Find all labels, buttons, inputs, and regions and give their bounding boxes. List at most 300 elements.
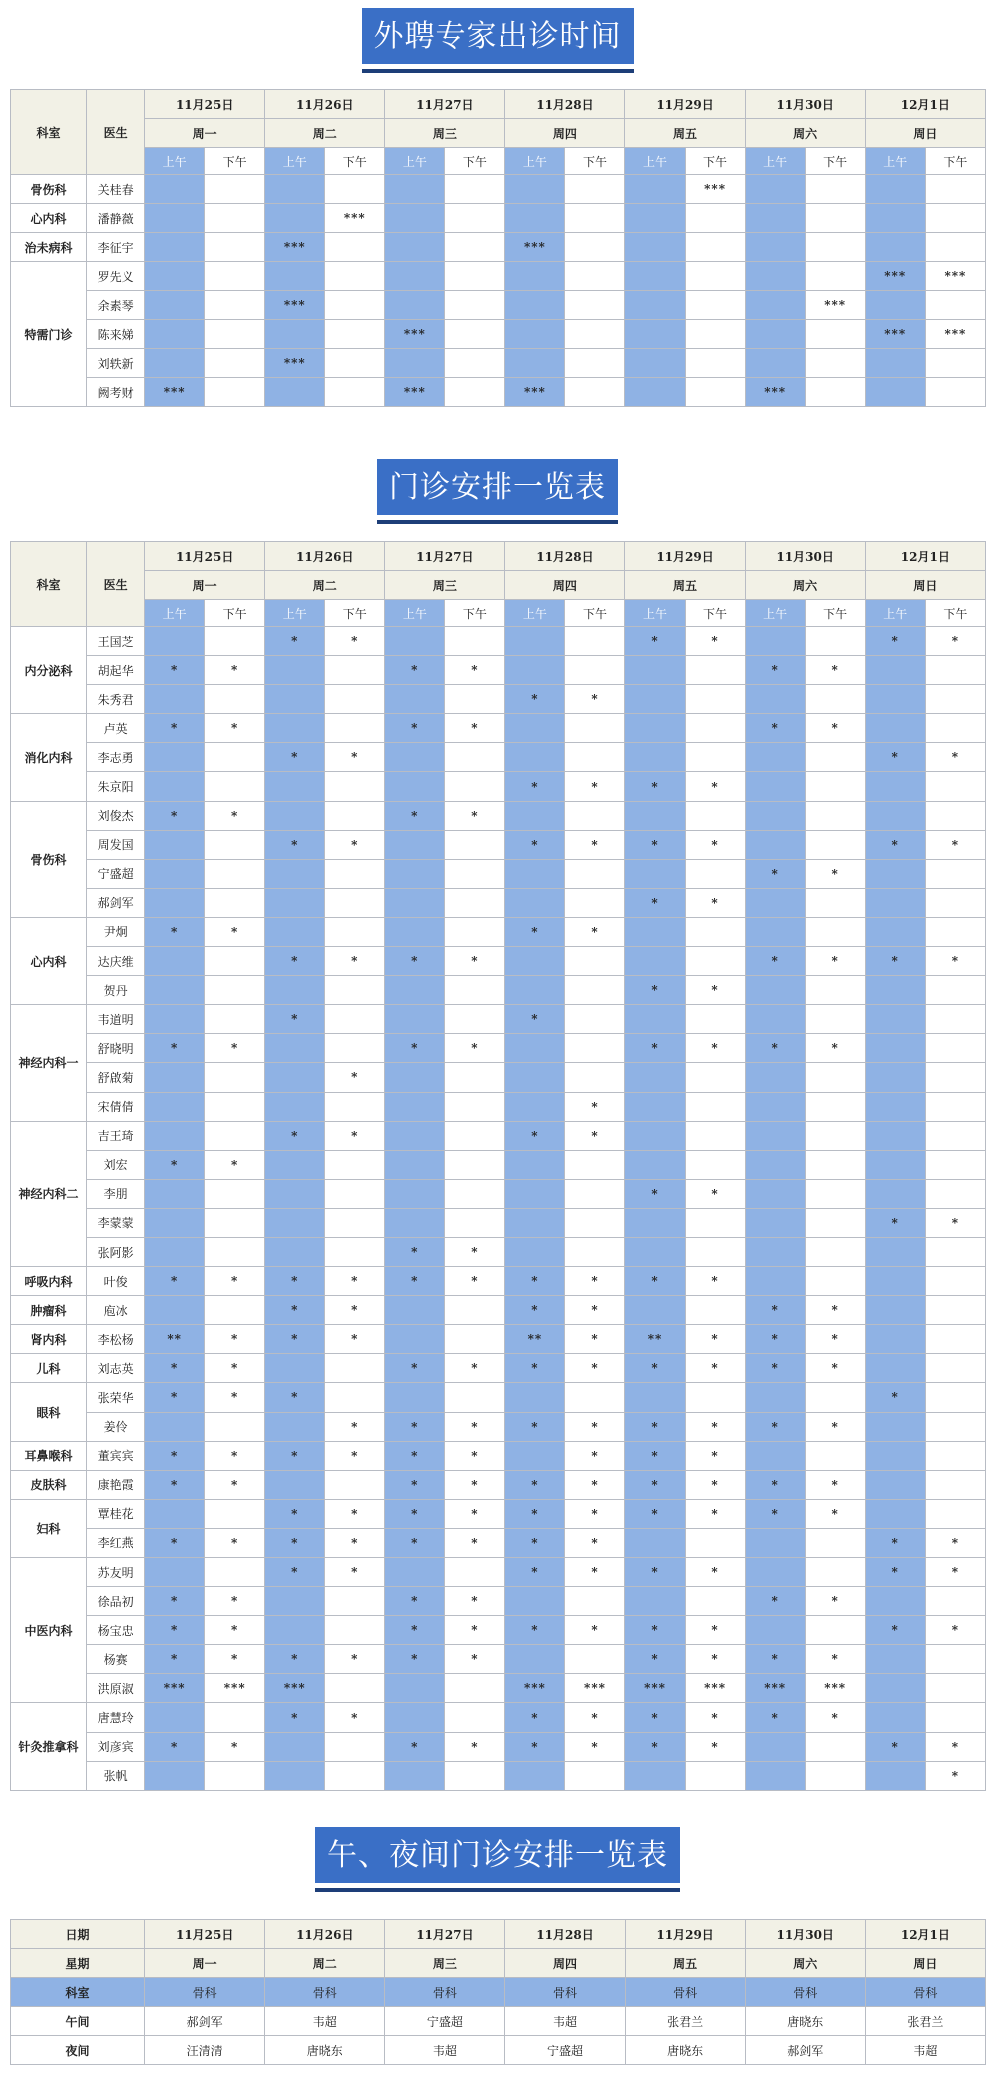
slot-cell [925,1121,985,1150]
slot-cell: * [265,743,325,772]
slot-cell: * [445,1470,505,1499]
night-cell: 周三 [385,1949,505,1978]
slot-cell: *** [865,262,925,291]
slot-cell [565,204,625,233]
date-header: 11月29日 [625,542,745,571]
slot-cell [565,175,625,204]
slot-cell [505,888,565,917]
date-header: 11月26日 [265,542,385,571]
slot-cell: * [625,976,685,1005]
pm-header: 下午 [325,600,385,627]
slot-cell: * [625,1499,685,1528]
slot-cell [325,1470,385,1499]
slot-cell: * [445,1237,505,1266]
slot-cell [205,1296,265,1325]
night-cell: 宁盛超 [385,2007,505,2036]
slot-cell [505,627,565,656]
table-row [11,772,986,801]
slot-cell [745,262,805,291]
slot-cell [385,1674,445,1703]
slot-cell: *** [805,1674,865,1703]
slot-cell [265,1150,325,1179]
slot-cell [805,1441,865,1470]
table-row [11,349,986,378]
doctor-name: 刘宏 [87,1150,145,1179]
slot-cell: * [745,1470,805,1499]
slot-cell: * [505,1703,565,1732]
slot-cell: * [925,830,985,859]
slot-cell: *** [265,233,325,262]
slot-cell [565,1587,625,1616]
slot-cell: * [745,714,805,743]
doctor-name: 周发国 [87,830,145,859]
slot-cell [625,349,685,378]
slot-cell: * [265,1296,325,1325]
slot-cell [745,1208,805,1237]
slot-cell [565,627,625,656]
dept-cell: 神经内科二 [11,1121,87,1266]
slot-cell [625,1121,685,1150]
slot-cell [625,262,685,291]
slot-cell [865,685,925,714]
pm-header: 下午 [325,148,385,175]
slot-cell: * [145,1267,205,1296]
table-row [11,1761,986,1790]
date-header: 11月28日 [505,90,625,119]
slot-cell [685,801,745,830]
slot-cell: * [145,1470,205,1499]
slot-cell [145,1761,205,1790]
slot-cell [385,830,445,859]
slot-cell [865,1499,925,1528]
slot-cell: * [565,1121,625,1150]
slot-cell [265,1092,325,1121]
slot-cell [505,1587,565,1616]
slot-cell: * [205,1732,265,1761]
am-header: 上午 [505,148,565,175]
slot-cell: * [445,1499,505,1528]
slot-cell: * [385,1034,445,1063]
slot-cell: * [745,1296,805,1325]
slot-cell [205,378,265,407]
dept-cell: 耳鼻喉科 [11,1441,87,1470]
slot-cell [505,859,565,888]
slot-cell: *** [685,1674,745,1703]
date-header: 11月27日 [385,542,505,571]
slot-cell [565,976,625,1005]
slot-cell [625,743,685,772]
slot-cell [325,378,385,407]
slot-cell [205,262,265,291]
slot-cell: * [805,1354,865,1383]
slot-cell [865,1325,925,1354]
slot-cell: * [865,947,925,976]
slot-cell: * [685,1441,745,1470]
slot-cell [445,1325,505,1354]
slot-cell [145,1005,205,1034]
slot-cell [925,685,985,714]
slot-cell: * [505,1121,565,1150]
slot-cell [565,714,625,743]
slot-cell [145,859,205,888]
slot-cell: *** [925,320,985,349]
slot-cell: * [445,656,505,685]
slot-cell [445,743,505,772]
slot-cell: * [385,801,445,830]
slot-cell [145,1296,205,1325]
table-row [11,320,986,349]
night-cell: 汪清清 [145,2036,265,2065]
slot-cell [505,320,565,349]
slot-cell: * [145,656,205,685]
dept-cell: 妇科 [11,1499,87,1557]
night-cell: 周六 [745,1949,865,1978]
slot-cell [745,888,805,917]
slot-cell: * [565,1412,625,1441]
slot-cell: * [745,656,805,685]
slot-cell: * [565,1558,625,1587]
doctor-name: 刘志英 [87,1354,145,1383]
slot-cell [445,378,505,407]
night-cell: 11月26日 [265,1920,385,1949]
slot-cell [445,291,505,320]
slot-cell [265,976,325,1005]
weekday-header: 周三 [385,119,505,148]
doctor-name: 覃桂花 [87,1499,145,1528]
slot-cell [205,1121,265,1150]
slot-cell [205,743,265,772]
slot-cell [685,1761,745,1790]
slot-cell: * [565,1296,625,1325]
slot-cell [505,1092,565,1121]
slot-cell [385,772,445,801]
slot-cell [925,772,985,801]
night-cell: 郝剑军 [145,2007,265,2036]
slot-cell [565,1645,625,1674]
night-title-wrap [0,1827,995,1888]
slot-cell: * [625,1616,685,1645]
slot-cell: * [685,1645,745,1674]
row-label: 夜间 [11,2036,145,2065]
slot-cell: *** [505,378,565,407]
night-cell: 韦超 [505,2007,625,2036]
slot-cell [145,1179,205,1208]
dept-cell: 心内科 [11,917,87,1004]
doctor-name: 吉王琦 [87,1121,145,1150]
doctor-name: 康艳霞 [87,1470,145,1499]
slot-cell: * [505,772,565,801]
slot-cell: *** [625,1674,685,1703]
slot-cell: *** [805,291,865,320]
slot-cell: * [445,1412,505,1441]
doctor-name: 韦道明 [87,1005,145,1034]
slot-cell [445,859,505,888]
slot-cell: * [325,1121,385,1150]
slot-cell: * [685,830,745,859]
slot-cell [805,1063,865,1092]
slot-cell: * [205,1616,265,1645]
slot-cell [145,1558,205,1587]
slot-cell: * [445,801,505,830]
slot-cell [445,1296,505,1325]
slot-cell: * [385,1499,445,1528]
slot-cell: * [205,1383,265,1412]
slot-cell [325,888,385,917]
slot-cell: * [925,1616,985,1645]
slot-cell [925,1237,985,1266]
pm-header: 下午 [205,600,265,627]
slot-cell [145,627,205,656]
slot-cell: * [805,1587,865,1616]
slot-cell [865,1412,925,1441]
slot-cell [865,1441,925,1470]
slot-cell [925,1441,985,1470]
dept-cell: 特需门诊 [11,262,87,407]
slot-cell [805,772,865,801]
slot-cell [145,772,205,801]
slot-cell [205,627,265,656]
slot-cell: * [385,714,445,743]
slot-cell [205,1063,265,1092]
slot-cell [625,1383,685,1412]
slot-cell [745,291,805,320]
slot-cell: *** [925,262,985,291]
slot-cell: * [565,1732,625,1761]
night-title: 午、夜间门诊安排一览表 [315,1827,680,1888]
slot-cell [325,1616,385,1645]
dept-cell: 皮肤科 [11,1470,87,1499]
slot-cell [685,1092,745,1121]
slot-cell: * [625,888,685,917]
slot-cell [265,1587,325,1616]
slot-cell: * [745,1034,805,1063]
slot-cell: *** [145,1674,205,1703]
row-label: 午间 [11,2007,145,2036]
slot-cell [925,1645,985,1674]
slot-cell: * [385,1267,445,1296]
slot-cell [805,233,865,262]
slot-cell: * [685,1499,745,1528]
slot-cell [325,1674,385,1703]
slot-cell [865,1063,925,1092]
slot-cell [445,204,505,233]
slot-cell [565,1063,625,1092]
slot-cell [925,175,985,204]
slot-cell [805,262,865,291]
table-row [11,378,986,407]
slot-cell [145,320,205,349]
slot-cell [805,830,865,859]
slot-cell [325,1034,385,1063]
weekday-header: 周二 [265,571,385,600]
slot-cell: * [685,1325,745,1354]
slot-cell [445,627,505,656]
doctor-name: 阙考财 [87,378,145,407]
slot-cell [565,1383,625,1412]
slot-cell [145,175,205,204]
table-row [11,743,986,772]
doctor-name: 朱秀君 [87,685,145,714]
slot-cell: * [505,1616,565,1645]
am-header: 上午 [265,600,325,627]
slot-cell [685,1383,745,1412]
slot-cell: * [685,1412,745,1441]
slot-cell: * [925,947,985,976]
slot-cell [685,349,745,378]
slot-cell [265,378,325,407]
slot-cell [265,917,325,946]
slot-cell [745,1005,805,1034]
slot-cell [745,772,805,801]
pm-header: 下午 [925,148,985,175]
slot-cell [925,917,985,946]
table-row [11,1237,986,1266]
slot-cell: * [505,1005,565,1034]
slot-cell: * [565,917,625,946]
slot-cell [325,1150,385,1179]
date-header: 12月1日 [865,542,985,571]
weekday-header: 周五 [625,119,745,148]
doctor-name: 胡起华 [87,656,145,685]
slot-cell [505,1383,565,1412]
doctor-name: 杨赛 [87,1645,145,1674]
slot-cell: * [445,1587,505,1616]
weekday-header: 周四 [505,571,625,600]
slot-cell [565,743,625,772]
slot-cell: *** [265,291,325,320]
night-cell: 韦超 [385,2036,505,2065]
date-header: 11月28日 [505,542,625,571]
slot-cell: * [265,1383,325,1412]
slot-cell: * [445,714,505,743]
doctor-name: 朱京阳 [87,772,145,801]
slot-cell [925,1179,985,1208]
slot-cell: * [805,1325,865,1354]
doctor-name: 舒晓明 [87,1034,145,1063]
table-row [11,1150,986,1179]
slot-cell [325,1732,385,1761]
slot-cell [805,1528,865,1557]
slot-cell [745,976,805,1005]
doctor-name: 姜伶 [87,1412,145,1441]
slot-cell [445,888,505,917]
slot-cell: * [685,627,745,656]
slot-cell: * [625,1267,685,1296]
table-row [11,685,986,714]
slot-cell [385,1179,445,1208]
slot-cell: * [145,1616,205,1645]
pm-header: 下午 [805,148,865,175]
table-row [11,1179,986,1208]
slot-cell: * [205,1528,265,1557]
slot-cell: ** [625,1325,685,1354]
slot-cell: * [625,1470,685,1499]
slot-cell [865,1092,925,1121]
night-cell: 周四 [505,1949,625,1978]
weekday-header: 周日 [865,119,985,148]
slot-cell: * [325,743,385,772]
slot-cell [445,1092,505,1121]
slot-cell [745,1732,805,1761]
slot-cell [925,233,985,262]
slot-cell: * [205,1034,265,1063]
slot-cell [505,1208,565,1237]
slot-cell [925,1703,985,1732]
slot-cell [385,1761,445,1790]
slot-cell [265,1208,325,1237]
doctor-name: 刘轶新 [87,349,145,378]
slot-cell [565,859,625,888]
slot-cell [865,917,925,946]
slot-cell [925,801,985,830]
slot-cell [685,1528,745,1557]
slot-cell: * [565,1441,625,1470]
slot-cell: * [205,801,265,830]
table-row [11,859,986,888]
slot-cell: * [925,743,985,772]
slot-cell [205,772,265,801]
slot-cell: * [745,1412,805,1441]
slot-cell [685,1296,745,1325]
slot-cell: * [505,1470,565,1499]
slot-cell [805,1761,865,1790]
slot-cell [685,262,745,291]
slot-cell [745,1558,805,1587]
slot-cell: * [565,1354,625,1383]
slot-cell [445,1703,505,1732]
table-row [11,976,986,1005]
experts-title: 外聘专家出诊时间 [362,8,634,69]
slot-cell: * [685,1470,745,1499]
slot-cell [745,1267,805,1296]
table-row [11,233,986,262]
slot-cell [685,1587,745,1616]
doctor-name: 陈来娣 [87,320,145,349]
doctor-name: 徐品初 [87,1587,145,1616]
slot-cell: * [205,917,265,946]
slot-cell [385,1558,445,1587]
slot-cell: * [205,656,265,685]
night-cell: 11月29日 [625,1920,745,1949]
slot-cell [865,888,925,917]
slot-cell [805,1237,865,1266]
slot-cell: * [265,1267,325,1296]
slot-cell [385,233,445,262]
slot-cell [805,1208,865,1237]
slot-cell: * [265,627,325,656]
slot-cell: *** [385,320,445,349]
slot-cell [745,685,805,714]
night-cell: 11月27日 [385,1920,505,1949]
slot-cell [565,888,625,917]
slot-cell [205,1237,265,1266]
slot-cell: * [205,1587,265,1616]
am-header: 上午 [625,600,685,627]
slot-cell: * [505,685,565,714]
slot-cell [145,1092,205,1121]
slot-cell [265,1354,325,1383]
slot-cell [625,1296,685,1325]
slot-cell [865,976,925,1005]
slot-cell: * [685,1703,745,1732]
slot-cell [865,1470,925,1499]
slot-cell: * [385,656,445,685]
slot-cell: * [325,1645,385,1674]
slot-cell [805,685,865,714]
slot-cell: * [625,830,685,859]
slot-cell [325,859,385,888]
dept-cell: 心内科 [11,204,87,233]
